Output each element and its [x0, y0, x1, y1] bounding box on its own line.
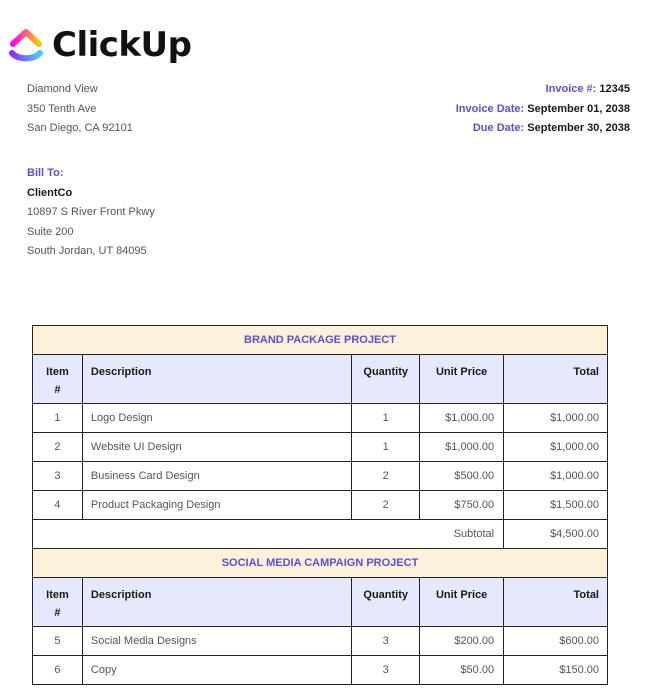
column-headers [33, 355, 608, 404]
section-title: SOCIAL MEDIA CAMPAIGN PROJECT [33, 549, 608, 578]
col-unit-price: Unit Price [420, 578, 504, 627]
cell-item: 6 [33, 656, 83, 685]
cell-quantity: 3 [352, 656, 420, 685]
cell-total: $1,500.00 [504, 491, 608, 520]
cell-description: Website UI Design [82, 433, 351, 462]
cell-unit-price: $200.00 [420, 627, 504, 656]
due-date-label: Due Date: [472, 122, 525, 135]
cell-unit-price: $1,000.00 [420, 433, 504, 462]
cell-unit-price: $750.00 [420, 491, 504, 520]
cell-total: $150.00 [504, 656, 608, 685]
invoice-meta [456, 80, 630, 139]
client-address-line: South Jordan, UT 84095 [27, 245, 147, 258]
cell-item: 2 [33, 433, 83, 462]
col-item: Item # [33, 355, 83, 404]
table-row [33, 656, 608, 685]
cell-total: $600.00 [504, 627, 608, 656]
cell-description: Social Media Designs [82, 627, 351, 656]
col-description: Description [82, 355, 351, 404]
cell-unit-price: $1,000.00 [420, 404, 504, 433]
cell-total: $1,000.00 [504, 433, 608, 462]
clickup-logo [8, 24, 191, 66]
cell-item: 3 [33, 462, 83, 491]
table-row [33, 462, 608, 491]
client-name: ClientCo [27, 186, 73, 199]
invoice-number-label: Invoice #: [545, 83, 597, 95]
col-total: Total [504, 578, 608, 627]
cell-item: 1 [33, 404, 83, 433]
cell-unit-price: $500.00 [420, 462, 504, 491]
col-total: Total [504, 355, 608, 404]
due-date: September 30, 2038 [527, 122, 630, 135]
due-date-row [456, 119, 630, 139]
table-row [33, 433, 608, 462]
cell-quantity: 3 [352, 627, 420, 656]
cell-total: $1,000.00 [504, 404, 608, 433]
subtotal-row [33, 520, 608, 549]
clickup-wordmark: ClickUp [52, 25, 192, 65]
section-title: BRAND PACKAGE PROJECT [33, 326, 608, 355]
col-description: Description [82, 578, 351, 627]
cell-quantity: 2 [352, 491, 420, 520]
sender-address [27, 80, 133, 139]
table-row [33, 627, 608, 656]
bill-to-label: Bill To: [27, 167, 64, 179]
section-header [33, 549, 608, 578]
cell-item: 5 [33, 627, 83, 656]
table-row [33, 404, 608, 433]
cell-description: Business Card Design [82, 462, 351, 491]
table-row [33, 491, 608, 520]
invoice-date: September 01, 2038 [527, 102, 630, 115]
cell-unit-price: $50.00 [420, 656, 504, 685]
invoice-date-row [456, 100, 630, 120]
subtotal-label: Subtotal [33, 520, 504, 549]
clickup-logo-icon [8, 24, 44, 66]
col-item: Item # [33, 578, 83, 627]
sender-line: San Diego, CA 92101 [27, 122, 133, 135]
section-header [33, 326, 608, 355]
cell-item: 4 [33, 491, 83, 520]
col-quantity: Quantity [352, 355, 420, 404]
subtotal-value: $4,500.00 [504, 520, 608, 549]
cell-description: Product Packaging Design [82, 491, 351, 520]
col-quantity: Quantity [352, 578, 420, 627]
invoice-table [32, 325, 608, 685]
cell-quantity: 1 [352, 433, 420, 462]
cell-total: $1,000.00 [504, 462, 608, 491]
invoice-date-label: Invoice Date: [455, 102, 525, 115]
bill-to [27, 164, 155, 262]
cell-quantity: 1 [352, 404, 420, 433]
client-address-line: Suite 200 [27, 225, 74, 238]
invoice-number: 12345 [599, 83, 630, 95]
sender-line: Diamond View [27, 83, 98, 95]
sender-line: 350 Tenth Ave [27, 102, 97, 115]
cell-description: Logo Design [82, 404, 351, 433]
column-headers [33, 578, 608, 627]
cell-description: Copy [82, 656, 351, 685]
cell-quantity: 2 [352, 462, 420, 491]
invoice-number-row [456, 80, 630, 100]
client-address-line: 10897 S River Front Pkwy [27, 206, 155, 219]
col-unit-price: Unit Price [420, 355, 504, 404]
